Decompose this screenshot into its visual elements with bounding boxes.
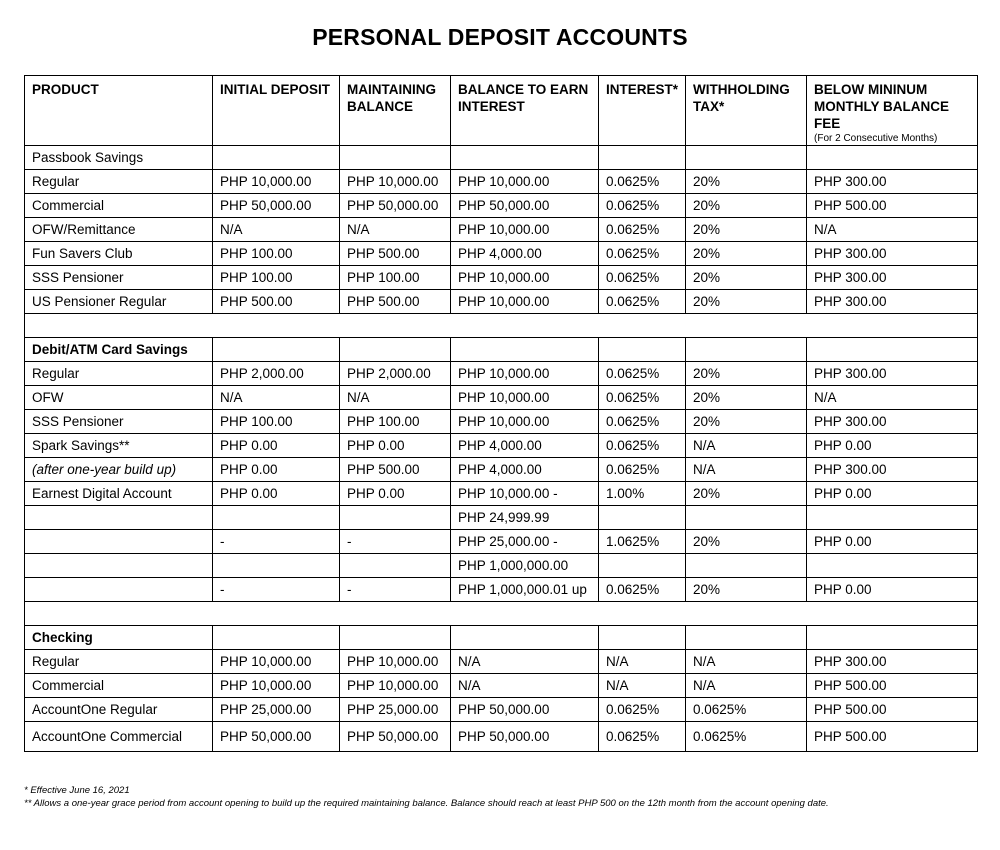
table-cell bbox=[340, 626, 451, 650]
table-cell: 0.0625% bbox=[599, 170, 686, 194]
table-row bbox=[25, 698, 978, 722]
table-cell bbox=[807, 146, 978, 170]
header-below-minimum-fee: BELOW MININUM MONTHLY BALANCE FEE (For 2 Consecutive Months) bbox=[807, 76, 978, 146]
table-cell: 20% bbox=[686, 362, 807, 386]
table-cell: PHP 0.00 bbox=[807, 482, 978, 506]
page-title: PERSONAL DEPOSIT ACCOUNTS bbox=[312, 24, 688, 50]
table-cell: PHP 50,000.00 bbox=[451, 194, 599, 218]
table-cell: PHP 10,000.00 bbox=[340, 674, 451, 698]
table-cell bbox=[599, 146, 686, 170]
table-cell: 20% bbox=[686, 410, 807, 434]
table-cell: 0.0625% bbox=[599, 194, 686, 218]
table-cell: OFW/Remittance bbox=[25, 218, 213, 242]
table-cell: 20% bbox=[686, 242, 807, 266]
table-cell: PHP 10,000.00 bbox=[340, 650, 451, 674]
table-cell: Commercial bbox=[25, 194, 213, 218]
spacer-cell bbox=[25, 602, 978, 626]
table-cell: N/A bbox=[686, 674, 807, 698]
table-cell: PHP 1,000,000.01 up bbox=[451, 578, 599, 602]
table-cell: PHP 10,000.00 - bbox=[451, 482, 599, 506]
table-cell: - bbox=[340, 530, 451, 554]
table-cell: PHP 10,000.00 bbox=[340, 170, 451, 194]
section-row bbox=[25, 146, 978, 170]
table-cell: - bbox=[340, 578, 451, 602]
table-cell: PHP 10,000.00 bbox=[451, 218, 599, 242]
table-cell: PHP 10,000.00 bbox=[213, 650, 340, 674]
table-cell: N/A bbox=[451, 674, 599, 698]
table-cell: PHP 10,000.00 bbox=[213, 674, 340, 698]
table-cell bbox=[340, 146, 451, 170]
table-cell: 0.0625% bbox=[599, 218, 686, 242]
table-cell bbox=[686, 554, 807, 578]
header-maintaining-balance: MAINTAINING BALANCE bbox=[340, 76, 451, 146]
table-cell: PHP 300.00 bbox=[807, 242, 978, 266]
table-cell: Regular bbox=[25, 170, 213, 194]
table-cell: PHP 300.00 bbox=[807, 362, 978, 386]
table-cell bbox=[686, 506, 807, 530]
table-row bbox=[25, 530, 978, 554]
table-cell: PHP 10,000.00 bbox=[451, 410, 599, 434]
header-initial-deposit: INITIAL DEPOSIT bbox=[213, 76, 340, 146]
footnote: * Effective June 16, 2021 bbox=[24, 785, 130, 796]
table-cell: PHP 300.00 bbox=[807, 290, 978, 314]
table-cell: 0.0625% bbox=[599, 290, 686, 314]
table-cell: PHP 0.00 bbox=[807, 530, 978, 554]
table-cell: PHP 50,000.00 bbox=[451, 698, 599, 722]
table-cell: PHP 300.00 bbox=[807, 410, 978, 434]
table-cell: - bbox=[213, 578, 340, 602]
table-cell: N/A bbox=[807, 386, 978, 410]
table-cell: 20% bbox=[686, 170, 807, 194]
table-cell: N/A bbox=[213, 218, 340, 242]
table-cell bbox=[340, 506, 451, 530]
table-cell: 1.0625% bbox=[599, 530, 686, 554]
table-cell bbox=[213, 626, 340, 650]
table-cell: PHP 24,999.99 bbox=[451, 506, 599, 530]
table-row bbox=[25, 722, 978, 752]
table-cell: PHP 2,000.00 bbox=[213, 362, 340, 386]
table-cell: 20% bbox=[686, 194, 807, 218]
table-cell bbox=[213, 146, 340, 170]
table-cell bbox=[340, 554, 451, 578]
table-cell: AccountOne Commercial bbox=[25, 722, 213, 752]
table-cell: N/A bbox=[451, 650, 599, 674]
table-cell: 20% bbox=[686, 482, 807, 506]
table-cell: 0.0625% bbox=[599, 578, 686, 602]
table-row bbox=[25, 506, 978, 530]
table-cell bbox=[213, 506, 340, 530]
table-cell bbox=[451, 338, 599, 362]
table-cell: PHP 10,000.00 bbox=[451, 170, 599, 194]
table-cell: SSS Pensioner bbox=[25, 410, 213, 434]
section-label: Passbook Savings bbox=[25, 146, 213, 170]
table-cell bbox=[451, 626, 599, 650]
table-cell bbox=[807, 554, 978, 578]
table-cell: N/A bbox=[686, 434, 807, 458]
table-cell: Regular bbox=[25, 650, 213, 674]
table-cell: N/A bbox=[599, 674, 686, 698]
table-row bbox=[25, 434, 978, 458]
table-cell: PHP 10,000.00 bbox=[451, 290, 599, 314]
table-cell: PHP 500.00 bbox=[340, 242, 451, 266]
table-cell: (after one-year build up) bbox=[25, 458, 213, 482]
table-cell: Regular bbox=[25, 362, 213, 386]
table-cell: PHP 500.00 bbox=[807, 194, 978, 218]
table-cell: PHP 25,000.00 bbox=[213, 698, 340, 722]
table-cell bbox=[599, 554, 686, 578]
table-cell bbox=[686, 626, 807, 650]
table-cell: PHP 100.00 bbox=[213, 410, 340, 434]
table-cell: 0.0625% bbox=[599, 266, 686, 290]
table-cell: PHP 100.00 bbox=[213, 242, 340, 266]
table-row bbox=[25, 410, 978, 434]
spacer-row bbox=[25, 602, 978, 626]
table-cell bbox=[686, 146, 807, 170]
table-cell: N/A bbox=[686, 650, 807, 674]
table-cell bbox=[25, 506, 213, 530]
table-row bbox=[25, 578, 978, 602]
table-cell: 20% bbox=[686, 578, 807, 602]
table-cell: PHP 300.00 bbox=[807, 266, 978, 290]
table-cell: 0.0625% bbox=[599, 698, 686, 722]
table-row bbox=[25, 362, 978, 386]
table-cell: 1.00% bbox=[599, 482, 686, 506]
table-cell bbox=[25, 578, 213, 602]
table-body bbox=[25, 146, 978, 752]
table-cell: PHP 4,000.00 bbox=[451, 242, 599, 266]
table-cell bbox=[213, 554, 340, 578]
table-cell: 20% bbox=[686, 386, 807, 410]
table-cell: N/A bbox=[599, 650, 686, 674]
table-cell: - bbox=[213, 530, 340, 554]
table-cell: PHP 100.00 bbox=[340, 266, 451, 290]
header-interest: INTEREST* bbox=[599, 76, 686, 146]
table-cell bbox=[213, 338, 340, 362]
table-cell: 0.0625% bbox=[599, 386, 686, 410]
table-cell: PHP 2,000.00 bbox=[340, 362, 451, 386]
table-cell bbox=[807, 506, 978, 530]
table-cell: 20% bbox=[686, 290, 807, 314]
table-row bbox=[25, 674, 978, 698]
table-cell: PHP 300.00 bbox=[807, 650, 978, 674]
table-cell: PHP 50,000.00 bbox=[451, 722, 599, 752]
table-cell: 0.0625% bbox=[599, 242, 686, 266]
table-cell: AccountOne Regular bbox=[25, 698, 213, 722]
table-cell bbox=[807, 338, 978, 362]
table-cell: PHP 500.00 bbox=[340, 290, 451, 314]
table-cell bbox=[340, 338, 451, 362]
section-label: Debit/ATM Card Savings bbox=[25, 338, 213, 362]
table-row bbox=[25, 554, 978, 578]
table-cell: PHP 300.00 bbox=[807, 458, 978, 482]
table-cell: PHP 0.00 bbox=[340, 482, 451, 506]
table-row bbox=[25, 650, 978, 674]
table-cell: PHP 500.00 bbox=[340, 458, 451, 482]
table-cell: 20% bbox=[686, 218, 807, 242]
table-cell: PHP 100.00 bbox=[213, 266, 340, 290]
table-cell: 0.0625% bbox=[599, 722, 686, 752]
table-cell: PHP 500.00 bbox=[807, 674, 978, 698]
table-cell: PHP 0.00 bbox=[807, 578, 978, 602]
table-cell: US Pensioner Regular bbox=[25, 290, 213, 314]
table-row bbox=[25, 482, 978, 506]
table-cell: Fun Savers Club bbox=[25, 242, 213, 266]
table-cell: PHP 100.00 bbox=[340, 410, 451, 434]
table-cell: N/A bbox=[686, 458, 807, 482]
table-cell bbox=[807, 626, 978, 650]
table-cell: PHP 50,000.00 bbox=[340, 194, 451, 218]
table-cell: N/A bbox=[213, 386, 340, 410]
table-cell: 0.0625% bbox=[599, 410, 686, 434]
section-row bbox=[25, 626, 978, 650]
header-balance-to-earn-interest: BALANCE TO EARN INTEREST bbox=[451, 76, 599, 146]
table-cell: PHP 0.00 bbox=[213, 434, 340, 458]
table-cell: PHP 10,000.00 bbox=[451, 362, 599, 386]
table-cell: PHP 4,000.00 bbox=[451, 458, 599, 482]
table-cell: PHP 500.00 bbox=[213, 290, 340, 314]
table-cell: N/A bbox=[340, 386, 451, 410]
table-cell: PHP 50,000.00 bbox=[340, 722, 451, 752]
table-cell: OFW bbox=[25, 386, 213, 410]
header-product: PRODUCT bbox=[25, 76, 213, 146]
footnote: ** Allows a one-year grace period from account opening to build up the required maintaining balance. Balance should reach at least PHP 500 on the 12th month from the account opening date. bbox=[24, 798, 829, 809]
table-cell: PHP 0.00 bbox=[807, 434, 978, 458]
table-cell: PHP 500.00 bbox=[807, 698, 978, 722]
table-cell: PHP 0.00 bbox=[340, 434, 451, 458]
table-cell bbox=[25, 530, 213, 554]
table-cell: PHP 0.00 bbox=[213, 482, 340, 506]
section-label: Checking bbox=[25, 626, 213, 650]
table-cell bbox=[599, 626, 686, 650]
table-cell: 0.0625% bbox=[686, 698, 807, 722]
table-row bbox=[25, 242, 978, 266]
table-cell bbox=[599, 338, 686, 362]
header-withholding-tax: WITHHOLDING TAX* bbox=[686, 76, 807, 146]
table-cell: N/A bbox=[807, 218, 978, 242]
table-row bbox=[25, 386, 978, 410]
table-cell: PHP 50,000.00 bbox=[213, 722, 340, 752]
table-cell: PHP 300.00 bbox=[807, 170, 978, 194]
table-cell: PHP 1,000,000.00 bbox=[451, 554, 599, 578]
table-row bbox=[25, 170, 978, 194]
table-cell: Spark Savings** bbox=[25, 434, 213, 458]
table-cell: N/A bbox=[340, 218, 451, 242]
table-cell: 0.0625% bbox=[599, 458, 686, 482]
table-cell bbox=[25, 554, 213, 578]
table-cell: Earnest Digital Account bbox=[25, 482, 213, 506]
footnotes bbox=[24, 784, 964, 810]
header-row bbox=[25, 76, 978, 146]
table-cell: SSS Pensioner bbox=[25, 266, 213, 290]
table-row bbox=[25, 194, 978, 218]
table-cell: 0.0625% bbox=[599, 434, 686, 458]
table-cell: 20% bbox=[686, 530, 807, 554]
table-row bbox=[25, 266, 978, 290]
table-cell bbox=[451, 146, 599, 170]
table-cell: 0.0625% bbox=[686, 722, 807, 752]
table-cell: PHP 0.00 bbox=[213, 458, 340, 482]
table-cell: 20% bbox=[686, 266, 807, 290]
table-cell: PHP 10,000.00 bbox=[213, 170, 340, 194]
table-cell: PHP 25,000.00 bbox=[340, 698, 451, 722]
deposit-accounts-table bbox=[24, 75, 978, 752]
spacer-row bbox=[25, 314, 978, 338]
table-row bbox=[25, 218, 978, 242]
table-cell: Commercial bbox=[25, 674, 213, 698]
table-cell bbox=[599, 506, 686, 530]
table-cell: PHP 50,000.00 bbox=[213, 194, 340, 218]
table-cell: PHP 500.00 bbox=[807, 722, 978, 752]
table-cell: PHP 25,000.00 - bbox=[451, 530, 599, 554]
table-cell: 0.0625% bbox=[599, 362, 686, 386]
section-row bbox=[25, 338, 978, 362]
table-row bbox=[25, 458, 978, 482]
spacer-cell bbox=[25, 314, 978, 338]
table-row bbox=[25, 290, 978, 314]
table-cell: PHP 10,000.00 bbox=[451, 386, 599, 410]
table-cell: PHP 10,000.00 bbox=[451, 266, 599, 290]
table-cell bbox=[686, 338, 807, 362]
table-cell: PHP 4,000.00 bbox=[451, 434, 599, 458]
